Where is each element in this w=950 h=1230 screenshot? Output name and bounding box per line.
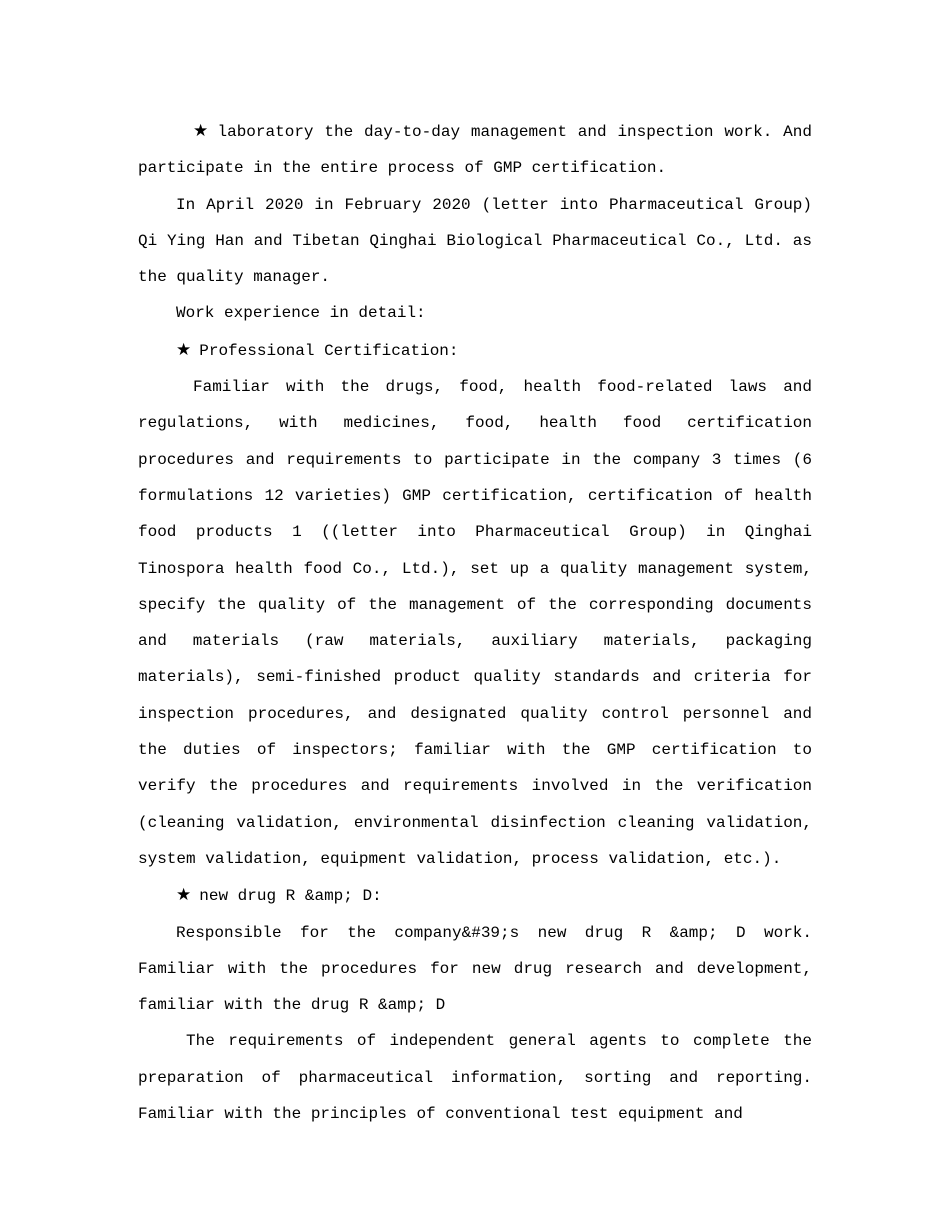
paragraph-certification-details: Familiar with the drugs, food, health food-related laws and regulations, with medicines, food, health food certification procedures and requirements to participate in the company 3 times (6 formulations 12 varieties) GMP certification, certification of health food products 1 ((letter into Pharmaceutical Group) in Qinghai Tinospora health food Co., Ltd.), set up a quality management system, specify the quality of the management of the corresponding documents and materials (raw materials, auxiliary materials, packaging materials), semi-finished product quality standards and criteria for inspection procedures, and designated quality control personnel and the duties of inspectors; familiar with the GMP certification to verify the procedures and requirements involved in the verification (cleaning validation, environmental disinfection cleaning validation, system validation, equipment validation, process validation, etc.). xyxy=(138,378,812,868)
star-icon: ★ xyxy=(176,885,192,906)
section-heading-new-drug-rd xyxy=(138,877,812,914)
paragraph-lab-management xyxy=(138,113,812,187)
star-icon: ★ xyxy=(176,339,192,360)
heading-text: new drug R &amp; D: xyxy=(199,887,382,906)
star-icon: ★ xyxy=(193,121,210,141)
section-heading-work-experience: Work experience in detail: xyxy=(176,304,426,323)
paragraph-rd-requirements: The requirements of independent general agents to complete the preparation of pharmaceutical information, sorting and reporting. Familiar with the principles of conventional test equipment and xyxy=(138,1032,812,1124)
paragraph-employment-history: In April 2020 in February 2020 (letter into Pharmaceutical Group) Qi Ying Han and Tibetan Qinghai Biological Pharmaceutical Co., Ltd. as the quality manager. xyxy=(138,195,812,287)
section-heading-professional-certification xyxy=(138,332,812,369)
paragraph-rd-responsibilities: Responsible for the company&#39;s new drug R &amp; D work. Familiar with the procedures for new drug research and development, familiar with the drug R &amp; D xyxy=(138,923,812,1015)
paragraph-text: laboratory the day-to-day management and inspection work. And participate in the entire process of GMP certification. xyxy=(138,123,812,178)
heading-text: Professional Certification: xyxy=(199,341,459,360)
document-body xyxy=(138,113,812,1132)
